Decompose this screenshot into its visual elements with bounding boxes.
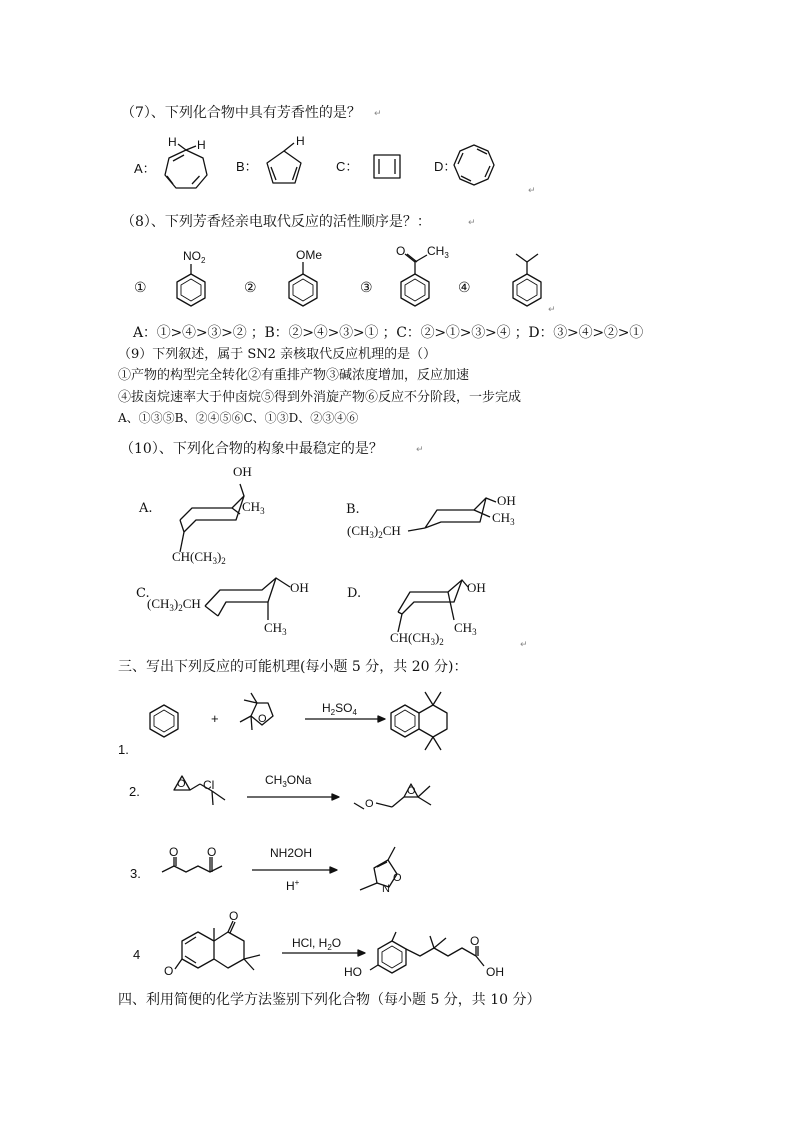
chair-conformation-b [408, 498, 496, 531]
reaction-4-o-label: O [470, 934, 480, 948]
chair-b-isopropyl: $(CH_3)_2CH$ [347, 523, 401, 540]
reaction-4-product [370, 932, 484, 973]
q8-answers: A：①>④>③>② ；B：②>④>③>① ；C：②>①>③>④ ；D：③>④>②>① [133, 325, 644, 341]
chair-d-oh: OH [467, 580, 486, 595]
acetyl-ch3-label: $CH_3$ [427, 244, 449, 260]
cyclooctatetraene-structure [454, 145, 494, 185]
section3-heading: 三、写出下列反应的可能机理(每小题 5 分，共 20 分)： [118, 659, 468, 675]
q7-option-c: C： [336, 159, 359, 174]
reaction-2-o-label: O [177, 778, 186, 790]
reaction-2-number: 2. [129, 784, 140, 799]
reaction-3-arrowhead [330, 867, 337, 873]
q7-title: （7）、下列化合物中具有芳香性的是？ [121, 105, 361, 121]
methoxy-label: OMe [296, 248, 323, 262]
reaction-3-o-label-2: O [207, 845, 217, 859]
cyclobutadiene-structure [374, 155, 400, 178]
q7-option-d: D： [434, 159, 457, 174]
chair-d-ch3: $CH_3$ [454, 620, 477, 637]
reaction-3-o-label: O [393, 872, 402, 884]
reaction-3-number: 3. [130, 866, 141, 881]
paragraph-mark-icon: ↵ [468, 218, 476, 228]
chair-b-oh: OH [497, 493, 516, 508]
q10-title: （10）、下列化合物的构象中最稳定的是？ [120, 441, 383, 457]
reaction-2-cl-label: Cl [203, 778, 215, 792]
reaction-4-o-label-top: O [229, 909, 239, 923]
section4-heading: 四、利用简便的化学方法鉴别下列化合物（每小题 5 分，共 10 分） [118, 992, 541, 1008]
q9-title: （9）下列叙述，属于 SN2 亲核取代反应机理的是（） [118, 347, 437, 362]
chair-conformation-c [205, 578, 290, 620]
chair-c-ch3: $CH_3$ [264, 620, 287, 637]
reaction-1-reagent: $H_2SO_4$ [322, 701, 357, 717]
reaction-3-n-label: N [382, 883, 390, 895]
cumene-structure [513, 254, 541, 306]
chair-b-ch3: $CH_3$ [492, 510, 515, 527]
reaction-1-plus: + [211, 711, 219, 726]
q8-marker-3: ③ [360, 280, 373, 296]
reaction-1-benzene [150, 705, 178, 737]
chair-d-isopropyl: $CH(CH_3)_2$ [390, 630, 444, 647]
paragraph-mark-icon: ↵ [528, 186, 536, 196]
reaction-2-product-o-label: O [365, 798, 374, 810]
q10-option-d: D. [347, 586, 362, 601]
reaction-2-reagent: $CH_3ONa$ [265, 773, 312, 789]
reaction-1-o-label: O [258, 713, 267, 725]
chair-c-oh: OH [290, 580, 309, 595]
q10-option-a: A. [139, 501, 153, 516]
reaction-2-product-ring-o-label: O [407, 785, 416, 797]
chair-c-isopropyl: $(CH_3)_2CH$ [147, 596, 201, 613]
reaction-3-isoxazole [360, 847, 397, 890]
nitro-label: $NO_2$ [183, 249, 206, 265]
q8-marker-1: ① [134, 280, 147, 296]
q9-line-2: ④拔卤烷速率大于仲卤烷⑤得到外消旋产物⑥反应不分阶段，一步完成 [118, 390, 522, 405]
chair-conformation-a [180, 484, 244, 552]
q8-title: （8）、下列芳香烃亲电取代反应的活性顺序是？： [121, 214, 431, 230]
chair-a-ch3: $CH_3$ [242, 499, 265, 516]
reaction-1-thf-derivative [240, 693, 273, 730]
reaction-1-number: 1. [118, 742, 129, 757]
reaction-4-o-label-left: O [164, 964, 174, 978]
reaction-1-arrowhead [378, 716, 385, 722]
paragraph-mark-icon: ↵ [548, 305, 556, 315]
q9-line-1: ①产物的构型完全转化②有重排产物③碱浓度增加，反应加速 [118, 368, 470, 383]
acetyl-o-label: O [396, 244, 406, 258]
reaction-4-reagent: HCl, $H_2O$ [292, 936, 342, 952]
paragraph-mark-icon: ↵ [416, 445, 424, 455]
q7-option-b: B： [236, 159, 258, 174]
reaction-4-arrowhead [358, 950, 365, 956]
q10-option-b: B. [346, 502, 360, 517]
q8-marker-4: ④ [458, 280, 471, 296]
reaction-3-acetylacetone [162, 857, 222, 872]
q7-b-h-label: H [296, 134, 305, 148]
acetophenone-structure [401, 254, 429, 306]
reaction-4-number: 4 [133, 947, 141, 962]
reaction-3-o-label-1: O [169, 845, 179, 859]
q7-a-h-label-2: H [197, 138, 206, 152]
reaction-2-arrowhead [332, 794, 339, 800]
reaction-4-reactant-bicyclic [175, 921, 260, 970]
reaction-3-reagent: NH2OH [270, 846, 313, 860]
nitrobenzene-structure [177, 264, 205, 306]
q7-option-a: A： [134, 161, 156, 176]
reaction-4-ho-label: HO [344, 965, 362, 979]
paragraph-mark-icon: ↵ [520, 640, 528, 650]
q7-a-h-label-1: H [168, 135, 177, 149]
q8-marker-2: ② [244, 280, 257, 296]
q10-option-c: C. [136, 586, 150, 601]
reaction-4-oh-label: OH [486, 965, 504, 979]
chair-a-isopropyl: $CH(CH_3)_2$ [172, 549, 226, 566]
reaction-1-product-tetralin [391, 692, 447, 750]
paragraph-mark-icon: ↵ [374, 109, 382, 119]
q9-options: A、①③⑤B、②④⑤⑥C、①③D、②③④⑥ [118, 411, 359, 425]
reaction-3-reagent-below: H+ [286, 878, 300, 893]
anisole-structure [289, 262, 317, 306]
chair-a-oh: OH [233, 464, 252, 479]
cyclopentadienyl-structure [267, 143, 301, 183]
